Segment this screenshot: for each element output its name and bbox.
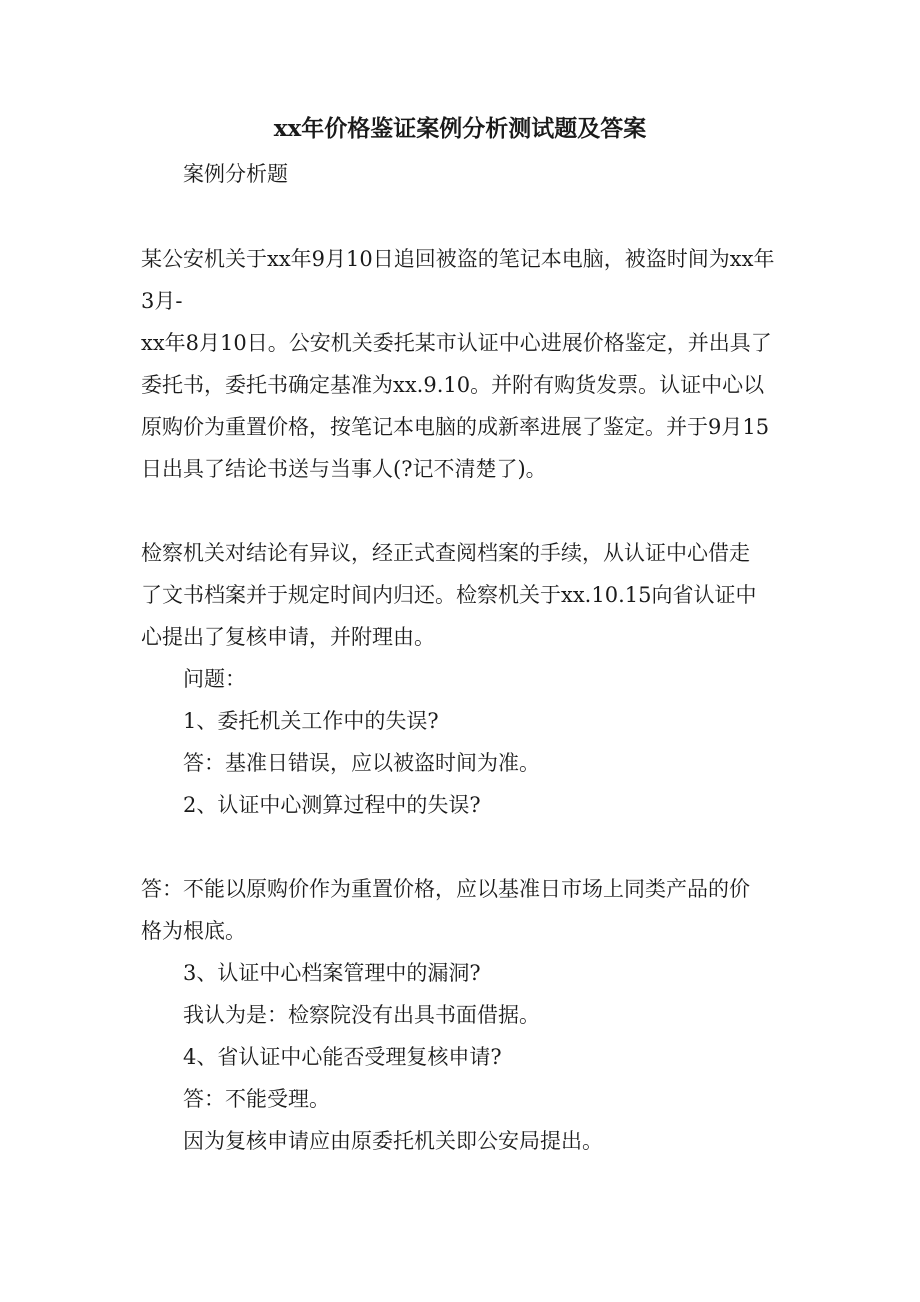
document-title: xx年价格鉴证案例分析测试题及答案 bbox=[273, 115, 647, 142]
answer-2-line2: 格为根底。 bbox=[141, 919, 246, 943]
question-3: 3、认证中心档案管理中的漏洞? bbox=[183, 961, 481, 985]
paragraph1-line3: xx年8月10日。公安机关委托某市认证中心进展价格鉴定，并出具了 bbox=[141, 331, 772, 355]
question-4: 4、省认证中心能否受理复核申请? bbox=[183, 1045, 502, 1069]
paragraph2-line1: 检察机关对结论有异议，经正式查阅档案的手续，从认证中心借走 bbox=[141, 541, 750, 565]
paragraph2-line3: 心提出了复核申请，并附理由。 bbox=[141, 625, 435, 649]
answer-4: 答：不能受理。 bbox=[183, 1087, 330, 1111]
paragraph1-line5: 原购价为重置价格，按笔记本电脑的成新率进展了鉴定。并于9月15 bbox=[141, 415, 770, 439]
answer-1: 答：基准日错误，应以被盗时间为准。 bbox=[183, 751, 540, 775]
paragraph1-line2: 3月- bbox=[141, 289, 183, 313]
question-1: 1、委托机关工作中的失误? bbox=[183, 709, 439, 733]
section-heading: 案例分析题 bbox=[183, 162, 288, 186]
questions-label: 问题： bbox=[183, 667, 246, 691]
answer-4-reason: 因为复核申请应由原委托机关即公安局提出。 bbox=[183, 1129, 603, 1153]
paragraph1-line4: 委托书，委托书确定基准为xx.9.10。并附有购货发票。认证中心以 bbox=[141, 373, 765, 397]
paragraph2-line2: 了文书档案并于规定时间内归还。检察机关于xx.10.15向省认证中 bbox=[141, 583, 757, 607]
paragraph1-line6: 日出具了结论书送与当事人(?记不清楚了)。 bbox=[141, 457, 547, 481]
answer-3: 我认为是：检察院没有出具书面借据。 bbox=[183, 1003, 540, 1027]
paragraph1-line1: 某公安机关于xx年9月10日追回被盗的笔记本电脑，被盗时间为xx年 bbox=[141, 247, 775, 271]
answer-2-line1: 答：不能以原购价作为重置价格，应以基准日市场上同类产品的价 bbox=[141, 877, 750, 901]
question-2: 2、认证中心测算过程中的失误? bbox=[183, 793, 481, 817]
